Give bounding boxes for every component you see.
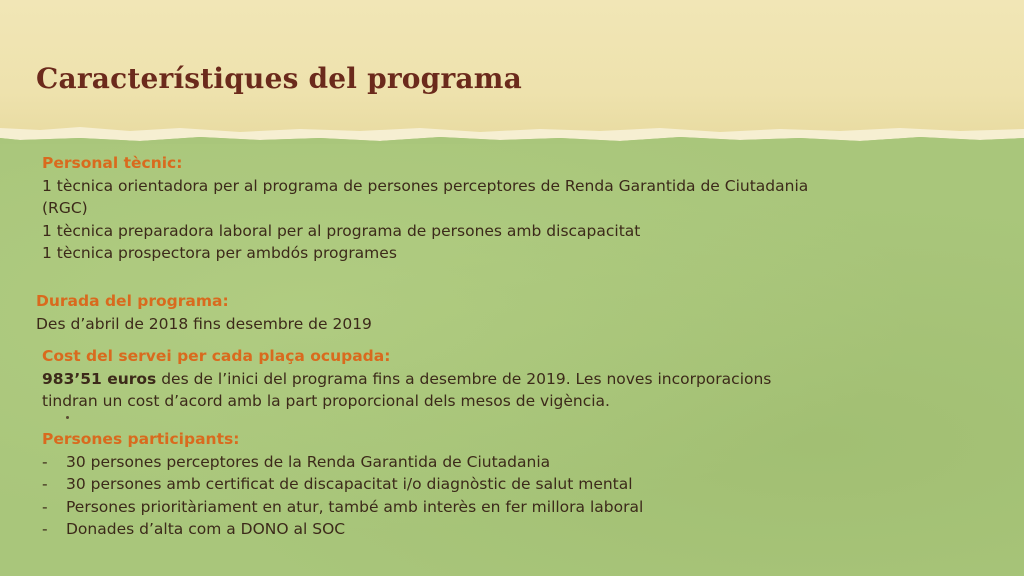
list-item-text: 30 persones amb certificat de discapacitat i/o diagnòstic de salut mental — [66, 475, 633, 493]
cost-amount: 983’51 euros — [42, 369, 157, 388]
cost-section — [42, 345, 771, 413]
durada-heading: Durada del programa: — [36, 292, 229, 310]
personal-section — [42, 152, 808, 265]
personal-line: 1 tècnica prospectora per ambdós programes — [42, 244, 397, 262]
personal-line: 1 tècnica preparadora laboral per al programa de persones amb discapacitat — [42, 221, 641, 240]
cost-heading: Cost del servei per cada plaça ocupada: — [42, 347, 391, 365]
persones-section — [42, 428, 643, 541]
cost-line-1 — [42, 368, 771, 391]
cost-line-2: tindran un cost d’acord amb la part proporcional dels mesos de vigència. — [42, 392, 610, 410]
list-item-text: Donades d’alta com a DONO al SOC — [66, 520, 346, 538]
decorative-dot — [66, 416, 69, 419]
list-item — [42, 473, 643, 496]
list-item — [42, 451, 643, 474]
list-item-text: Persones prioritàriament en atur, també amb interès en fer millora laboral — [66, 497, 644, 516]
bullet-dash: - — [42, 497, 48, 516]
bullet-dash: - — [42, 452, 48, 471]
bullet-dash: - — [42, 475, 48, 493]
personal-line: (RGC) — [42, 199, 88, 217]
list-item-text: 30 persones perceptores de la Renda Garantida de Ciutadania — [66, 452, 551, 471]
page-title: Característiques del programa — [36, 62, 522, 95]
personal-line: 1 tècnica orientadora per al programa de persones perceptores de Renda Garantida de Ciutadania — [42, 176, 809, 195]
torn-paper-edge — [0, 118, 1024, 144]
bullet-dash: - — [42, 520, 48, 538]
persones-heading: Persones participants: — [42, 430, 240, 448]
durada-text: Des d’abril de 2018 fins desembre de 2019 — [36, 314, 372, 333]
durada-section — [36, 290, 372, 335]
list-item — [42, 496, 643, 519]
personal-heading: Personal tècnic: — [42, 154, 183, 172]
list-item — [42, 518, 643, 541]
cost-text-1: des de l’inici del programa fins a desembre de 2019. Les noves incorporacions — [156, 369, 772, 388]
